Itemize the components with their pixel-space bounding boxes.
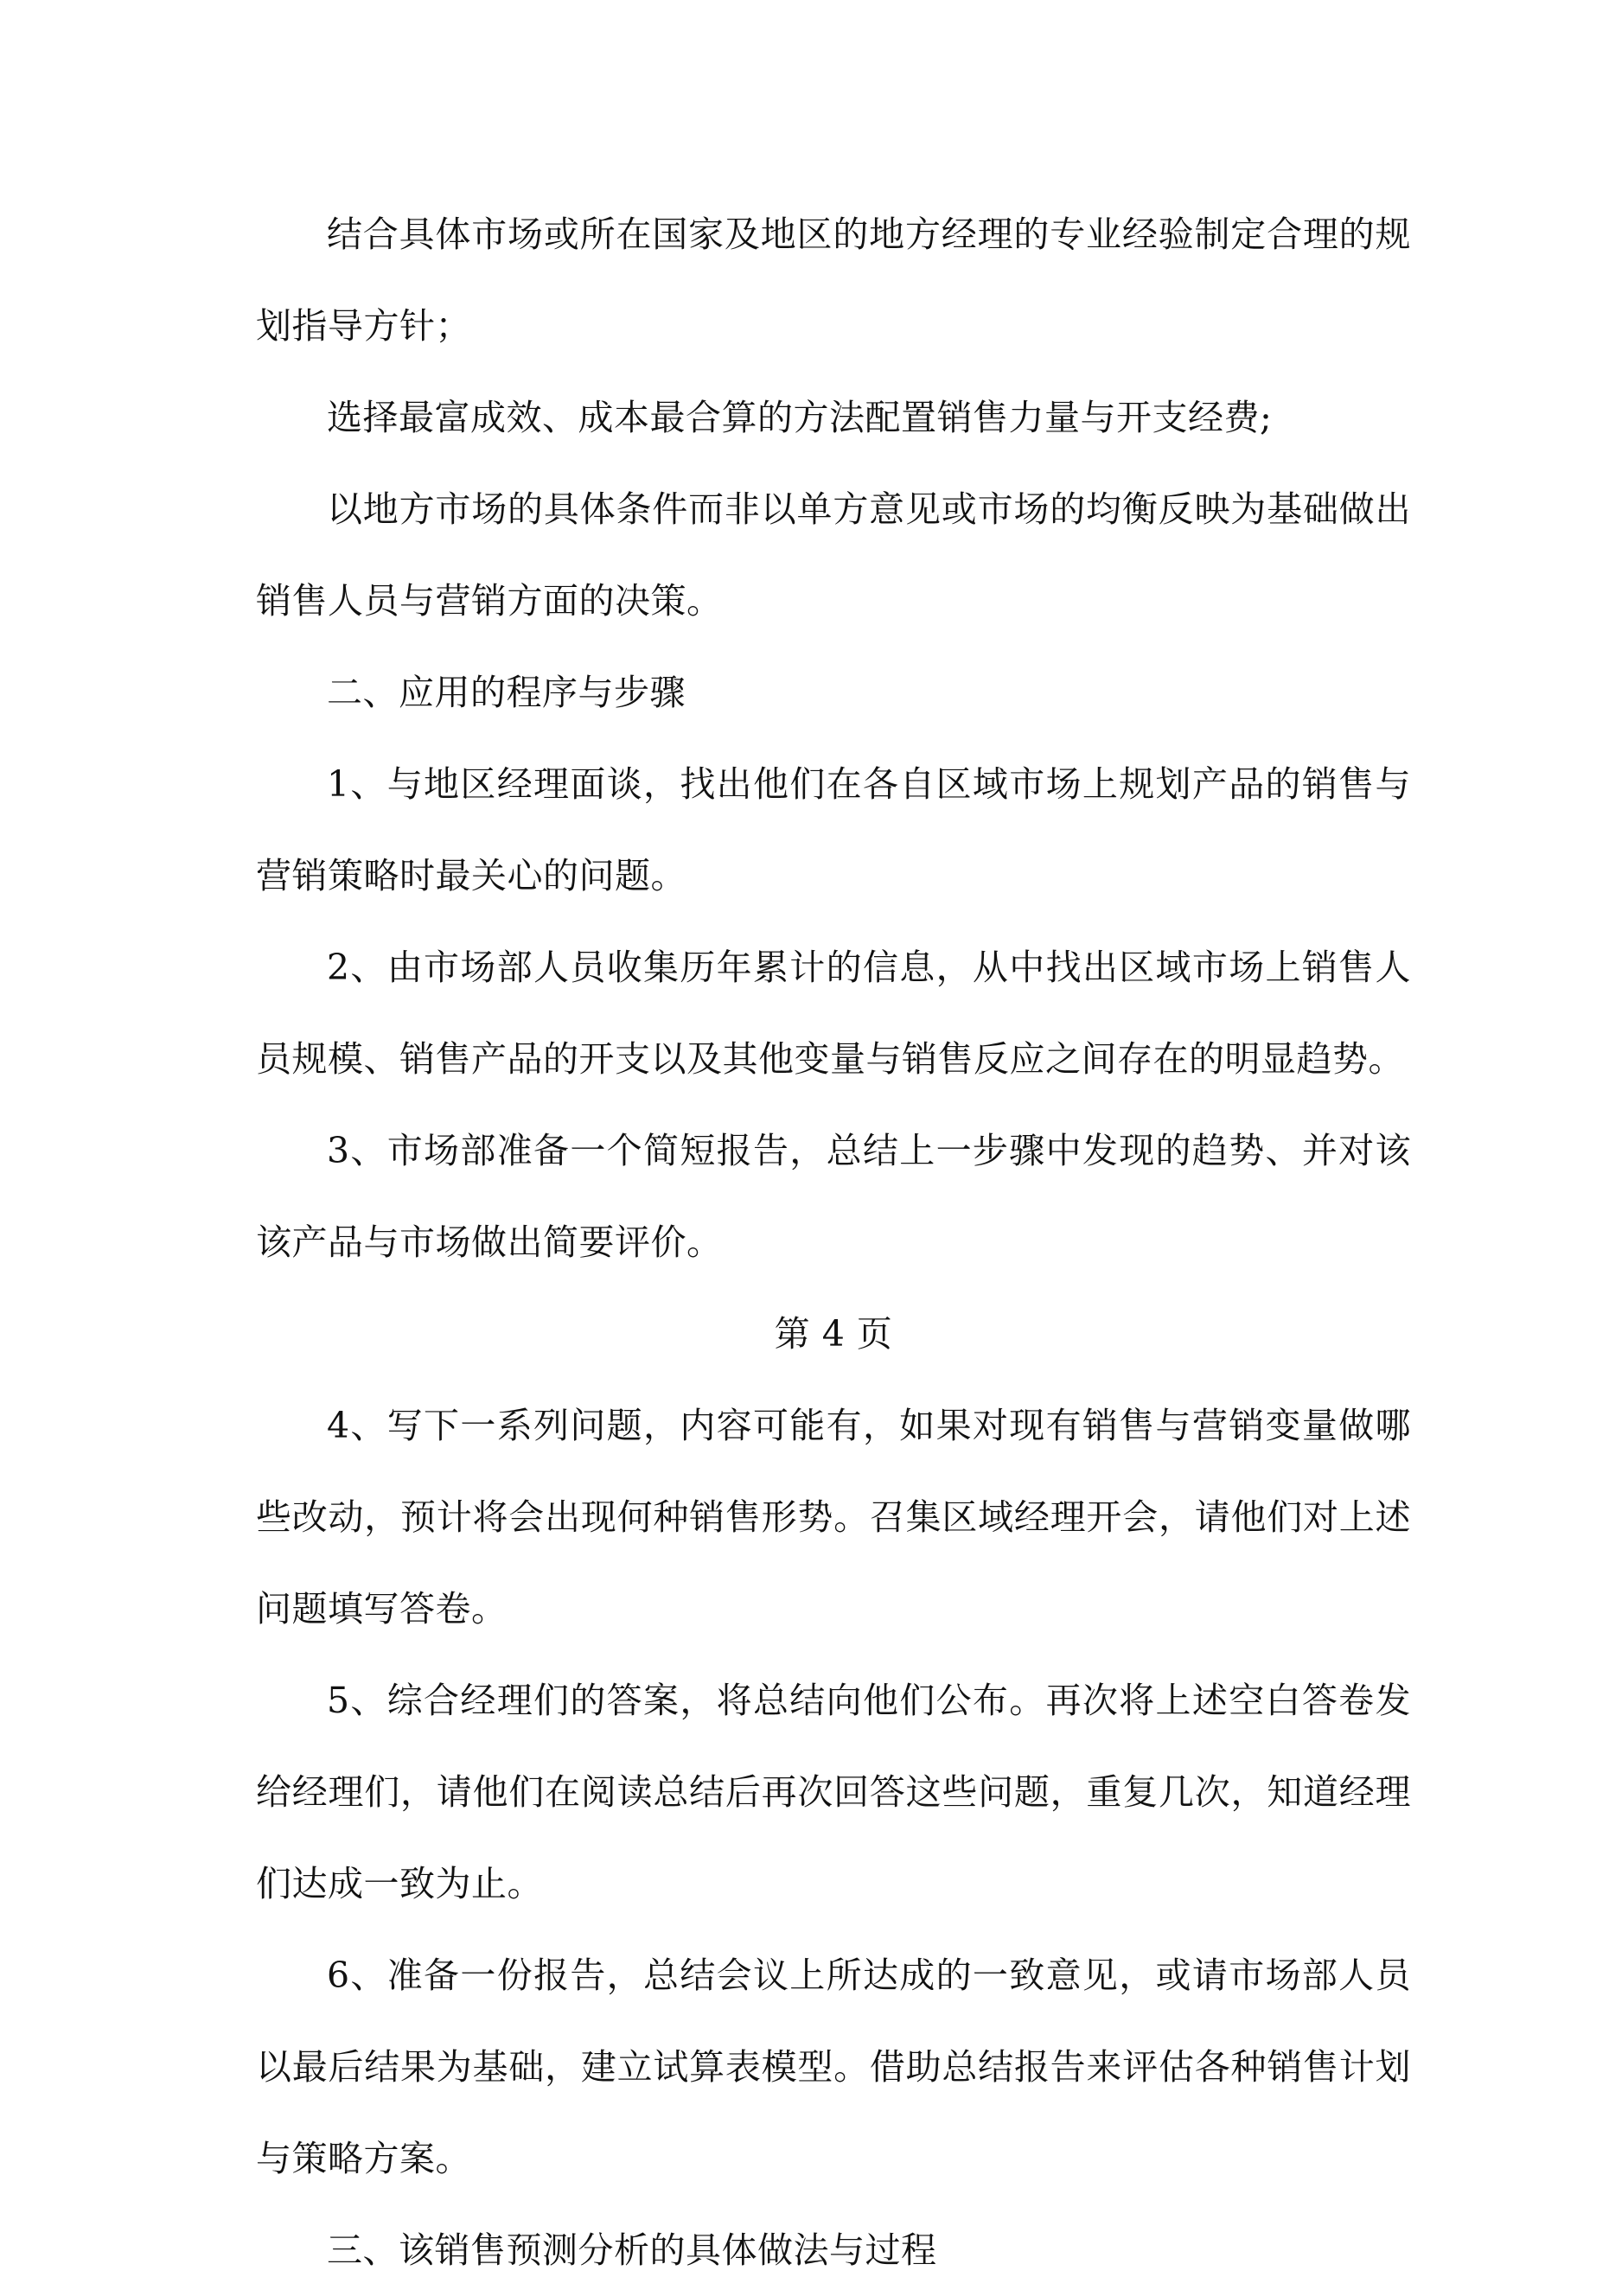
paragraph: 以地方市场的具体条件而非以单方意见或市场的均衡反映为基础做出销售人员与营销方面的决策。	[256, 488, 1411, 622]
paragraph: 结合具体市场或所在国家及地区的地方经理的专业经验制定合理的规划指导方针；	[256, 214, 1411, 347]
paragraph: 选择最富成效、成本最合算的方法配置销售力量与开支经费;	[327, 397, 1273, 438]
page-number: 第 4 页	[774, 1313, 893, 1355]
paragraph: 4、写下一系列问题，内容可能有，如果对现有销售与营销变量做哪些改动，预计将会出现何种销售形势。召集区域经理开会，请他们对上述问题填写答卷。	[256, 1405, 1411, 1630]
section-heading: 二、应用的程序与步骤	[327, 672, 686, 713]
paragraph: 5、综合经理们的答案，将总结向他们公布。再次将上述空白答卷发给经理们，请他们在阅读总结后再次回答这些问题，重复几次，知道经理们达成一致为止。	[256, 1680, 1411, 1904]
section-heading: 三、该销售预测分析的具体做法与过程	[327, 2229, 937, 2271]
document-body	[256, 188, 1411, 2296]
paragraph: 3、市场部准备一个简短报告，总结上一步骤中发现的趋势、并对该该产品与市场做出简要评价。	[256, 1130, 1411, 1263]
paragraph: 1、与地区经理面谈，找出他们在各自区域市场上规划产品的销售与营销策略时最关心的问题。	[256, 763, 1411, 896]
paragraph: 6、准备一份报告，总结会议上所达成的一致意见，或请市场部人员以最后结果为基础，建立试算表模型。借助总结报告来评估各种销售计划与策略方案。	[256, 1955, 1411, 2179]
paragraph: 2、由市场部人员收集历年累计的信息，从中找出区域市场上销售人员规模、销售产品的开支以及其他变量与销售反应之间存在的明显趋势。	[256, 947, 1411, 1080]
